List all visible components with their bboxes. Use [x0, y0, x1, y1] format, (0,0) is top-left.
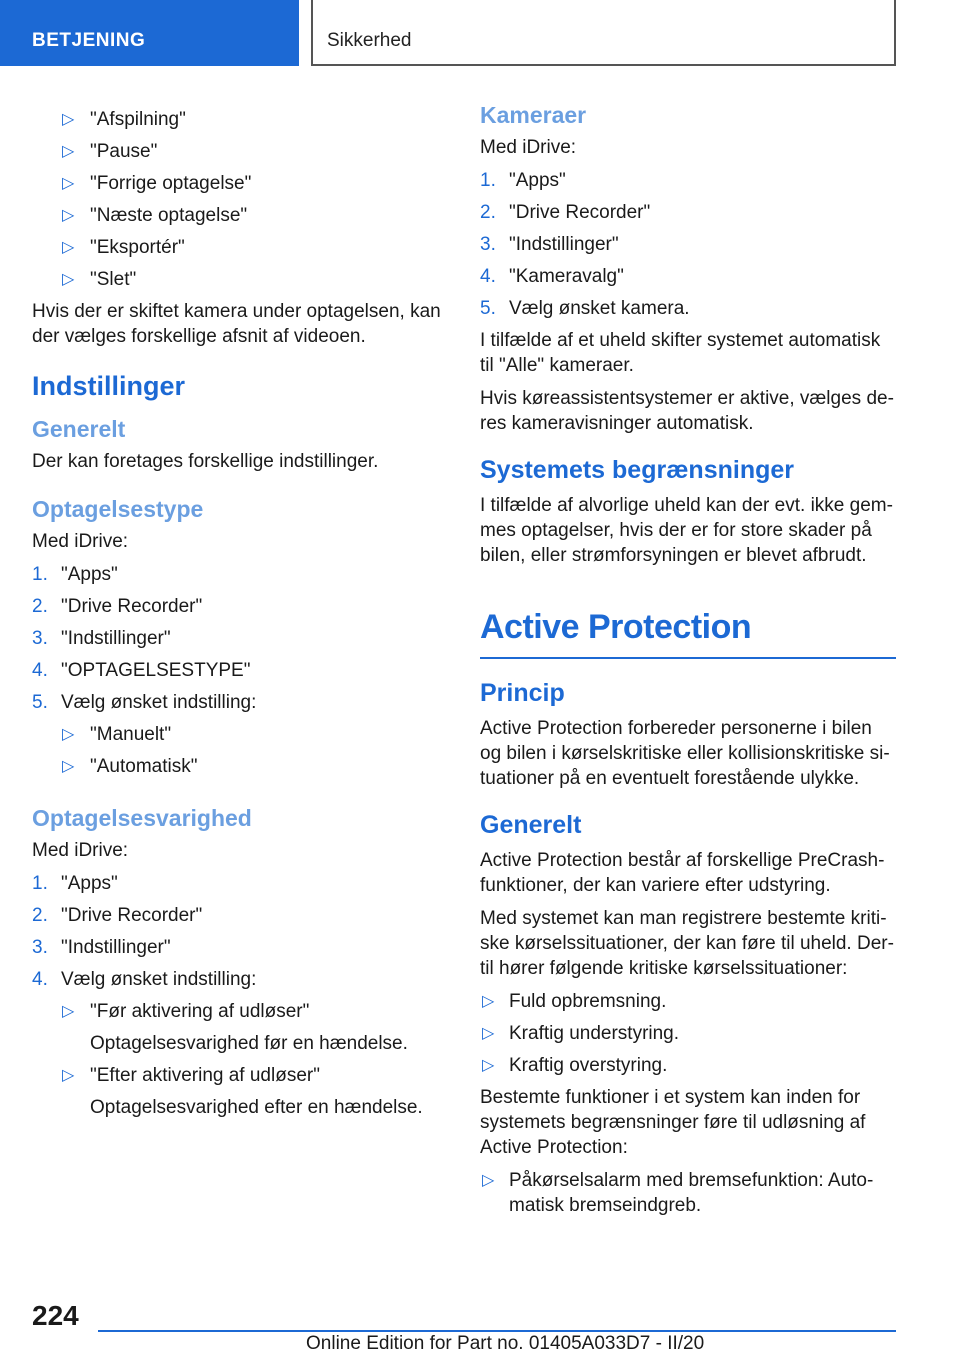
triangle-bullet-icon: ▷ [482, 993, 495, 1010]
triangle-bullet-icon: ▷ [62, 175, 75, 192]
triangle-bullet-icon: ▷ [482, 1057, 495, 1074]
step-item: 4. Vælg ønsket indstilling: [32, 969, 257, 990]
list-item: ▷ "Manuelt" [62, 724, 172, 745]
step-item: 5. Vælg ønsket kamera. [480, 298, 690, 319]
settings-heading: Indstillinger [32, 371, 186, 401]
section-title: Sikkerhed [311, 0, 896, 66]
step-item: 1. "Apps" [480, 170, 566, 191]
step-item: 5. Vælg ønsket indstilling: [32, 692, 257, 713]
system-limits-paragraph: I tilfælde af alvorlige uheld kan der evt. ikke gem-mes optagelser, hvis der er for store skader på bilen, eller strømforsyningen er blevet afbrudt. [480, 495, 893, 566]
triangle-bullet-icon: ▷ [62, 111, 75, 128]
triangle-bullet-icon: ▷ [62, 1067, 75, 1084]
triangle-bullet-icon: ▷ [62, 758, 75, 775]
step-item: 1. "Apps" [32, 873, 118, 894]
edition-note: Online Edition for Part no. 01405A033D7 - II/20 [306, 1333, 705, 1354]
option-description: Optagelsesvarighed efter en hændelse. [90, 1097, 423, 1118]
step-item: 4. "Kameravalg" [480, 266, 624, 287]
general-paragraph: Bestemte funktioner i et system kan inden for systemets begrænsninger føre til udløsning af Active Protection: [480, 1087, 866, 1158]
triangle-bullet-icon: ▷ [62, 207, 75, 224]
recording-duration-intro: Med iDrive: [32, 840, 129, 861]
cameras-paragraph: I tilfælde af et uheld skifter systemet automatisk til "Alle" kameraer. [480, 330, 881, 376]
option-description: Optagelsesvarighed før en hændelse. [90, 1033, 408, 1054]
general-paragraph: Med systemet kan man registrere bestemte kriti-ske kørselssituationer, der kan føre til uheld. Der-til hører følgende kritiske kørselssituationer: [480, 908, 894, 979]
general-heading: Generelt [480, 811, 582, 839]
list-item: ▷ Påkørselsalarm med bremsefunktion: Auto-matisk bremseindgreb. [482, 1170, 874, 1216]
list-item: ▷ "Pause" [62, 141, 158, 162]
triangle-bullet-icon: ▷ [482, 1025, 495, 1042]
triangle-bullet-icon: ▷ [62, 239, 75, 256]
triangle-bullet-icon: ▷ [62, 143, 75, 160]
general-paragraph: Active Protection består af forskellige PreCrash-funktioner, der kan variere efter udstyring. [480, 850, 885, 896]
list-item: ▷ Fuld opbremsning. [482, 991, 667, 1012]
list-item: ▷ "Før aktivering af udløser" [62, 1001, 310, 1022]
step-item: 1. "Apps" [32, 564, 118, 585]
list-item: ▷ "Slet" [62, 269, 137, 290]
list-item: ▷ "Næste optagelse" [62, 205, 248, 226]
list-item: ▷ "Afspilning" [62, 109, 186, 130]
cameras-heading: Kameraer [480, 102, 587, 128]
step-item: 2. "Drive Recorder" [480, 202, 651, 223]
triangle-bullet-icon: ▷ [62, 271, 75, 288]
list-item: ▷ "Efter aktivering af udløser" [62, 1065, 320, 1086]
principle-paragraph: Active Protection forbereder personerne i bilen og bilen i kørselskritiske eller kollisionskritiske si-tuationer på en eventuelt forestående ulykke. [480, 718, 890, 789]
step-item: 3. "Indstillinger" [32, 628, 171, 649]
footer-divider [98, 1330, 896, 1332]
general-paragraph: Der kan foretages forskellige indstillinger. [32, 451, 379, 472]
chapter-heading: Active Protection [480, 608, 896, 659]
step-item: 3. "Indstillinger" [480, 234, 619, 255]
page-number: 224 [32, 1300, 79, 1331]
list-item: ▷ "Automatisk" [62, 756, 198, 777]
step-item: 2. "Drive Recorder" [32, 596, 203, 617]
right-column [480, 100, 896, 1225]
triangle-bullet-icon: ▷ [62, 726, 75, 743]
step-item: 4. "OPTAGELSESTYPE" [32, 660, 251, 681]
system-limits-heading: Systemets begrænsninger [480, 456, 794, 484]
cameras-paragraph: Hvis køreassistentsystemer er aktive, vælges de-res kameravisninger automatisk. [480, 388, 894, 434]
principle-heading: Princip [480, 679, 565, 707]
cameras-intro: Med iDrive: [480, 137, 577, 158]
intro-paragraph: Hvis der er skiftet kamera under optagelsen, kan der vælges forskellige afsnit af videoen. [32, 301, 441, 347]
recording-type-intro: Med iDrive: [32, 531, 129, 552]
list-item: ▷ Kraftig overstyring. [482, 1055, 668, 1076]
recording-type-heading: Optagelsestype [32, 496, 204, 522]
left-column [32, 100, 444, 1127]
chapter-tab: BETJENING [0, 0, 299, 66]
step-item: 3. "Indstillinger" [32, 937, 171, 958]
general-heading: Generelt [32, 416, 126, 442]
recording-duration-heading: Optagelsesvarighed [32, 805, 252, 831]
step-item: 2. "Drive Recorder" [32, 905, 203, 926]
triangle-bullet-icon: ▷ [62, 1003, 75, 1020]
list-item: ▷ "Eksportér" [62, 237, 185, 258]
list-item: ▷ "Forrige optagelse" [62, 173, 252, 194]
triangle-bullet-icon: ▷ [482, 1172, 495, 1189]
list-item: ▷ Kraftig understyring. [482, 1023, 680, 1044]
